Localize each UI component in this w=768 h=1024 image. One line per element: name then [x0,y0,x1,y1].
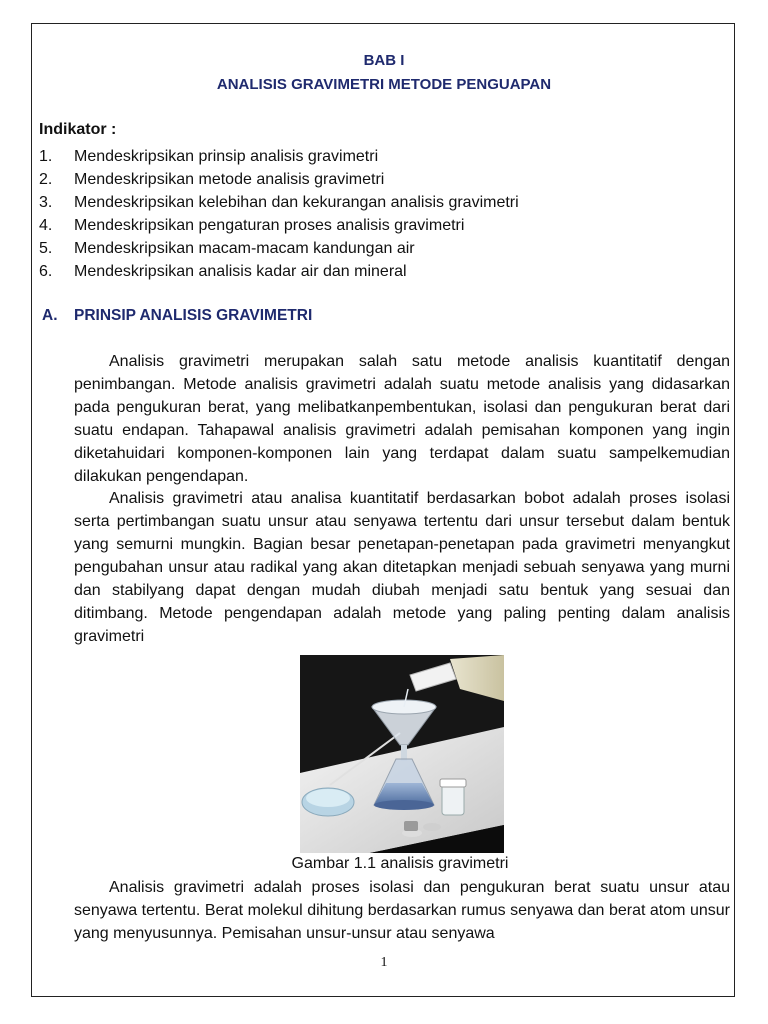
paragraph: Analisis gravimetri atau analisa kuantitatif berdasarkan bobot adalah proses isolasi serta pertimbangan suatu unsur atau senyawa tertentu dari unsur tersebut dalam bentuk yang semurni mungkin. Bagian besar penetapan-penetapan pada gravimetri menyangkut pengubahan unsur atau radikal yang akan ditetapkan menjadi sebuah senyawa yang murni dan stabilyang dapat dengan mudah diubah menjadi satu bentuk yang sesuai dan ditimbang. Metode pengendapan adalah metode yang paling penting dalam analisis gravimetri [74,490,730,645]
indikator-item [39,237,519,260]
paragraph: Analisis gravimetri merupakan salah satu metode analisis kuantitatif dengan penimbangan. Metode analisis gravimetri adalah suatu metode analisis yang didasarkan pada pengukuran berat, yang melibatkanpembentukan, isolasi dan pengukuran berat dari suatu endapan. Tahapawal analisis gravimetri adalah pemisahan komponen yang ingin diketahuidari komponen-komponen lain yang terdapat dalam suatu sampelkemudian dilakukan pengendapan. [74,353,730,485]
section-title: PRINSIP ANALISIS GRAVIMETRI [74,307,313,324]
indikator-item-text: Mendeskripsikan metode analisis gravimetri [74,171,385,188]
indikator-item-number: 4. [39,217,53,234]
continuation-body [74,877,730,946]
indikator-item-number: 5. [39,240,53,257]
indikator-item [39,191,519,214]
indikator-item-text: Mendeskripsikan kelebihan dan kekurangan analisis gravimetri [74,194,519,211]
gravimetry-photo [300,655,504,853]
indikator-list [39,145,519,283]
paragraph: Analisis gravimetri adalah proses isolasi dan pengukuran berat suatu unsur atau senyawa tertentu. Berat molekul dihitung berdasarkan rumus senyawa dan berat atom unsur yang menyusunnya. Pemisahan unsur-unsur atau senyawa [74,879,730,942]
section-number: A. [42,307,58,324]
page-number: 1 [380,955,388,970]
chapter-label: BAB I [363,52,405,69]
section-a-heading [42,307,312,325]
indikator-item-number: 3. [39,194,53,211]
gravimetry-photo-illustration [300,655,504,853]
indikator-item-text: Mendeskripsikan analisis kadar air dan mineral [74,263,407,280]
section-a-body [74,351,730,649]
indikator-item-number: 6. [39,263,53,280]
chapter-title: ANALISIS GRAVIMETRI METODE PENGUAPAN [216,76,552,93]
indikator-item [39,168,519,191]
indikator-item-text: Mendeskripsikan prinsip analisis gravimetri [74,148,379,165]
indikator-item-text: Mendeskripsikan pengaturan proses analisis gravimetri [74,217,465,234]
indikator-item-number: 2. [39,171,53,188]
indikator-label: Indikator : [39,121,117,138]
indikator-item [39,214,519,237]
indikator-item-number: 1. [39,148,53,165]
indikator-item-text: Mendeskripsikan macam-macam kandungan air [74,240,415,257]
indikator-item [39,145,519,168]
figure-caption: Gambar 1.1 analisis gravimetri [291,855,509,872]
indikator-item [39,260,519,283]
